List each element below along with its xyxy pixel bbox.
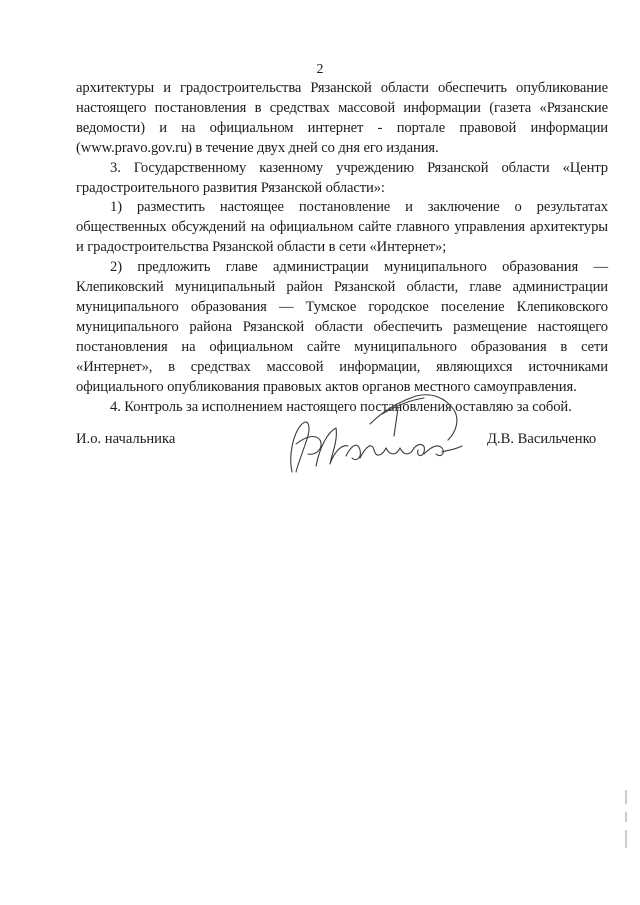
paragraph-subitem-1: 1) разместить настоящее постановление и заключение о результатах общественных обсуждений на официальном сайте главного управления архитектуры и градостроительства Рязанской области в сети «Интернет»; [76,199,608,256]
paragraph-continuation: архитектуры и градостроительства Рязанской области обеспечить опубликование настоящего постановления в средствах массовой информации (газета «Рязанские ведомости) и на официальном интернет - портале правовой информации (www.pravo.gov.ru) в течение двух дней со дня его издания. [76,80,608,156]
signatory-role: И.о. начальника [76,431,176,447]
handwritten-signature [286,384,476,484]
paragraph-subitem-2: 2) предложить главе администрации муниципального образования — Клепиковский муниципальный район Рязанской области, главе администрации муниципального образования — Тумское городское поселение Клепиковского муниципального района Рязанской области обеспечить размещение настоящего постановления на официальном сайте муниципального образования в сети «Интернет», в средствах массовой информации, являющихся источниками официального опубликования правовых актов органов местного самоуправления. [76,259,608,395]
paragraph-item-3: 3. Государственному казенному учреждению Рязанской области «Центр градостроительного развития Рязанской области»: [76,159,608,196]
signatory-name: Д.В. Васильченко [487,431,597,447]
scan-edge-mark [623,790,629,850]
document-body [76,79,608,417]
paragraph-item-4: 4. Контроль за исполнением настоящего постановления оставляю за собой. [110,398,572,415]
page-number: 2 [316,62,324,77]
